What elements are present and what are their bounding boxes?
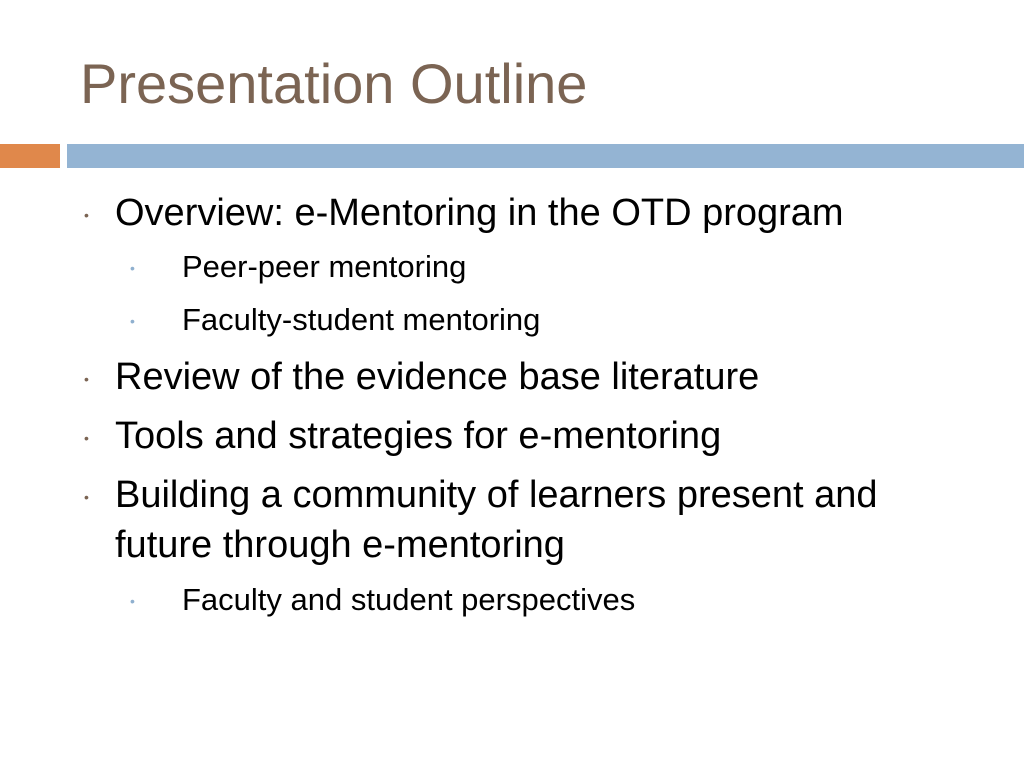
sub-bullet-dot: • [130, 313, 135, 329]
bullet-item [0, 411, 1024, 461]
bullet-dot: • [84, 489, 89, 505]
bullet-text: Tools and strategies for e-mentoring [115, 415, 722, 457]
bullet-text: Building a community of learners present and future through e-mentoring [115, 474, 878, 566]
sub-bullet-item [0, 301, 1024, 339]
sub-bullet-dot: • [130, 260, 135, 276]
sub-bullet-text: Faculty-student mentoring [182, 302, 541, 337]
sub-bullet-dot: • [130, 593, 135, 609]
sub-bullet-item [0, 248, 1024, 286]
sub-bullet-text: Faculty and student perspectives [182, 582, 636, 617]
bullet-item [0, 352, 1024, 402]
bullet-item [0, 470, 1024, 570]
slide-title: Presentation Outline [80, 52, 588, 115]
bullet-item [0, 188, 1024, 238]
bullet-text: Overview: e-Mentoring in the OTD program [115, 192, 844, 234]
bullet-dot: • [84, 371, 89, 387]
sub-bullet-item [0, 581, 1024, 619]
sub-bullet-text: Peer-peer mentoring [182, 249, 467, 284]
bullet-text: Review of the evidence base literature [115, 356, 760, 398]
bullet-dot: • [84, 430, 89, 446]
bullet-dot: • [84, 207, 89, 223]
